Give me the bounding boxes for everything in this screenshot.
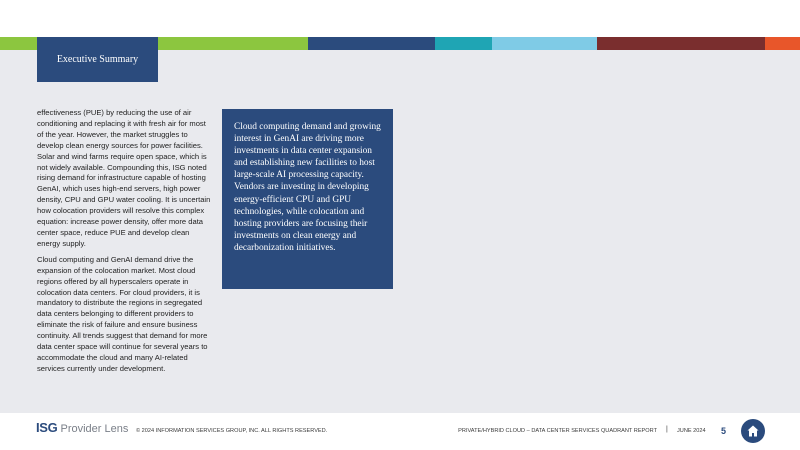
body-text-column (37, 108, 212, 380)
color-bar-segment (492, 37, 597, 50)
body-paragraph: effectiveness (PUE) by reducing the use of air conditioning and replacing it with fresh air for most of the year. However, the market struggles to develop clean energy sources for power facilities. Solar and wind farms require open space, which is not widely available. Compounding this, ISG noted rising demand for infrastructure capable of hosting GenAI, which uses high-end servers, high power density, CPU and GPU water cooling. It is uncertain how colocation providers will resolve this complex equation: increase power density, offer more data center space, reduce PUE and develop clean energy supply. (37, 108, 211, 248)
report-date: JUNE 2024 (677, 428, 706, 434)
copyright-text: © 2024 INFORMATION SERVICES GROUP, INC. ALL RIGHTS RESERVED. (136, 428, 328, 434)
body-paragraph: Cloud computing and GenAI demand drive the expansion of the colocation market. Most cloud regions offered by all hyperscalers operate in colocation data centers. For cloud providers, it is mandatory to distribute the regions in segregated data centers belonging to different providers to eliminate the risk of failure and ensure business continuity. All trends suggest that demand for more data center space will continue for several years to accommodate the cloud and many AI-related services currently under development. (37, 254, 208, 373)
page-number: 5 (721, 426, 727, 436)
color-bar-segment (158, 37, 308, 50)
callout-box (222, 109, 393, 289)
logo-isg: ISG (36, 420, 58, 435)
color-bar-segment (765, 37, 800, 50)
callout-text: Cloud computing demand and growing interest in GenAI are driving more investments in data center expansion and establishing new facilities to host large-scale AI processing capacity. Vendors are investing in developing energy-efficient CPU and GPU technologies, while colocation and hosting providers are focusing their investments on clean energy and decarbonization initiatives. (234, 122, 381, 253)
color-bar-segment (435, 37, 492, 50)
report-title: PRIVATE/HYBRID CLOUD – DATA CENTER SERVICES QUADRANT REPORT (458, 428, 657, 434)
home-button[interactable] (741, 419, 765, 443)
section-tab-label: Executive Summary (56, 54, 139, 65)
color-bar-segment (597, 37, 765, 50)
home-icon (746, 424, 760, 438)
footer-separator: | (666, 426, 668, 433)
section-tab-executive-summary[interactable] (37, 37, 158, 82)
isg-provider-lens-logo[interactable] (36, 420, 128, 435)
logo-provider-lens: Provider Lens (60, 423, 129, 435)
color-bar-segment (308, 37, 435, 50)
